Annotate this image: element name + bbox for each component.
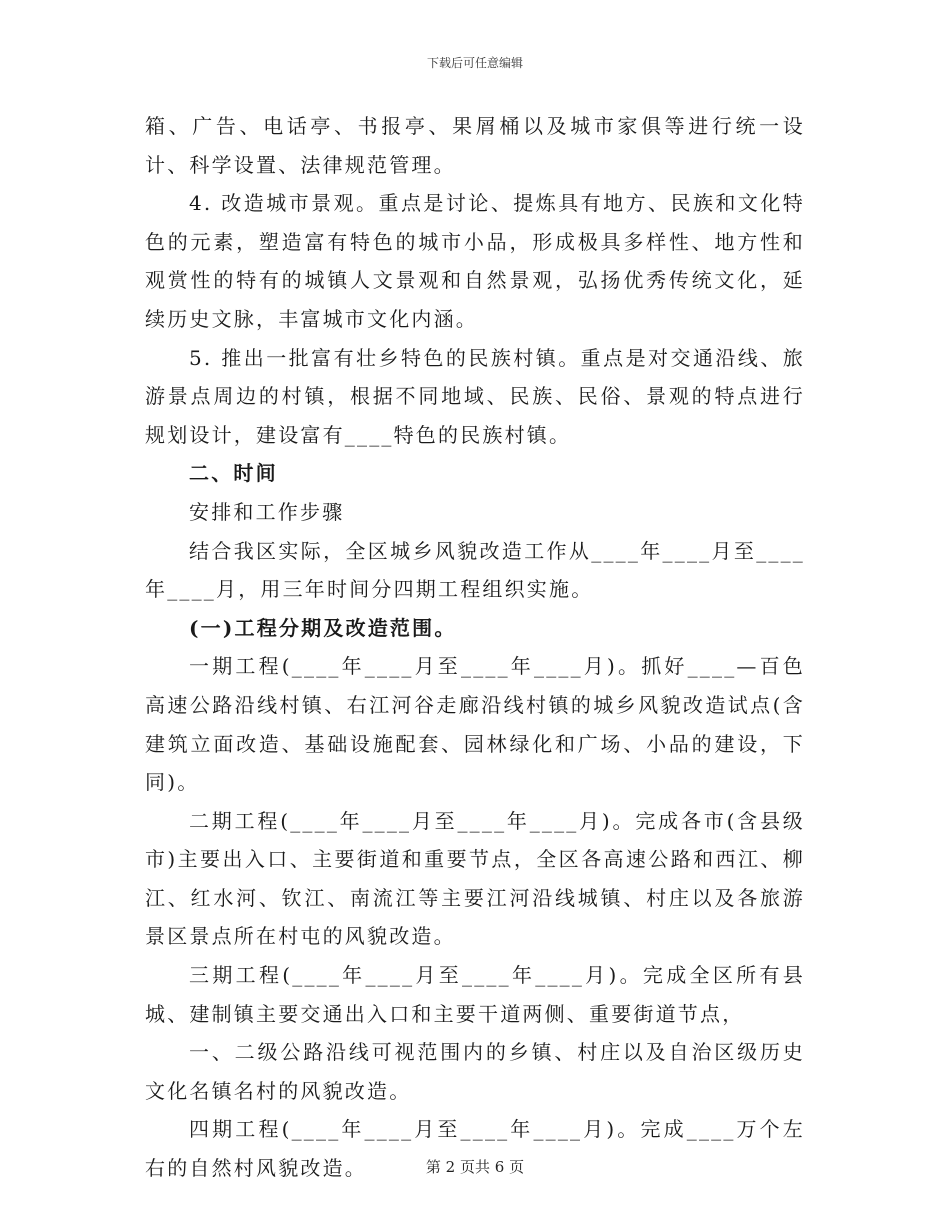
paragraph: 5. 推出一批富有壮乡特色的民族村镇。重点是对交通沿线、旅游景点周边的村镇，根据不同地域、民族、民俗、景观的特点进行规划设计，建设富有____特色的民族村镇。	[145, 345, 805, 447]
paragraph: 安排和工作步骤	[189, 499, 345, 524]
paragraph: 4. 改造城市景观。重点是讨论、提炼具有地方、民族和文化特色的元素，塑造富有特色的城市小品，形成极具多样性、地方性和观赏性的特有的城镇人文景观和自然景观，弘扬优秀传统文化，延续历史文脉，丰富城市文化内涵。	[145, 191, 805, 331]
page-footer: 第 2 页共 6 页	[425, 1158, 525, 1176]
paragraph: 结合我区实际，全区城乡风貌改造工作从____年____月至____年____月，用三年时间分四期工程组织实施。	[145, 538, 805, 602]
page-header: 下载后可任意编辑	[426, 56, 523, 70]
document-body	[145, 107, 805, 1188]
paragraph: 二期工程(____年____月至____年____月)。完成各市(含县级市)主要出入口、主要街道和重要节点，全区各高速公路和西江、柳江、红水河、钦江、南流江等主要江河沿线城镇、村庄以及各旅游景区景点所在村屯的风貌改造。	[145, 808, 805, 949]
subsection-heading: (一)工程分期及改造范围。	[189, 615, 457, 640]
paragraph: 四期工程(____年____月至____年____月)。完成____万个左右的自然村风貌改造。	[145, 1117, 805, 1181]
paragraph: 三期工程(____年____月至____年____月)。完成全区所有县城、建制镇主要交通出入口和主要干道两侧、重要街道节点，	[145, 963, 805, 1026]
paragraph: 一、二级公路沿线可视范围内的乡镇、村庄以及自治区级历史文化名镇名村的风貌改造。	[145, 1040, 805, 1103]
section-heading: 二、时间	[189, 461, 278, 486]
paragraph: 一期工程(____年____月至____年____月)。抓好____—百色高速公路沿线村镇、右江河谷走廊沿线村镇的城乡风貌改造试点(含建筑立面改造、基础设施配套、园林绿化和广场、小品的建设，下同)。	[145, 654, 805, 795]
paragraph: 箱、广告、电话亭、书报亭、果屑桶以及城市家俱等进行统一设计、科学设置、法律规范管理。	[145, 114, 805, 177]
